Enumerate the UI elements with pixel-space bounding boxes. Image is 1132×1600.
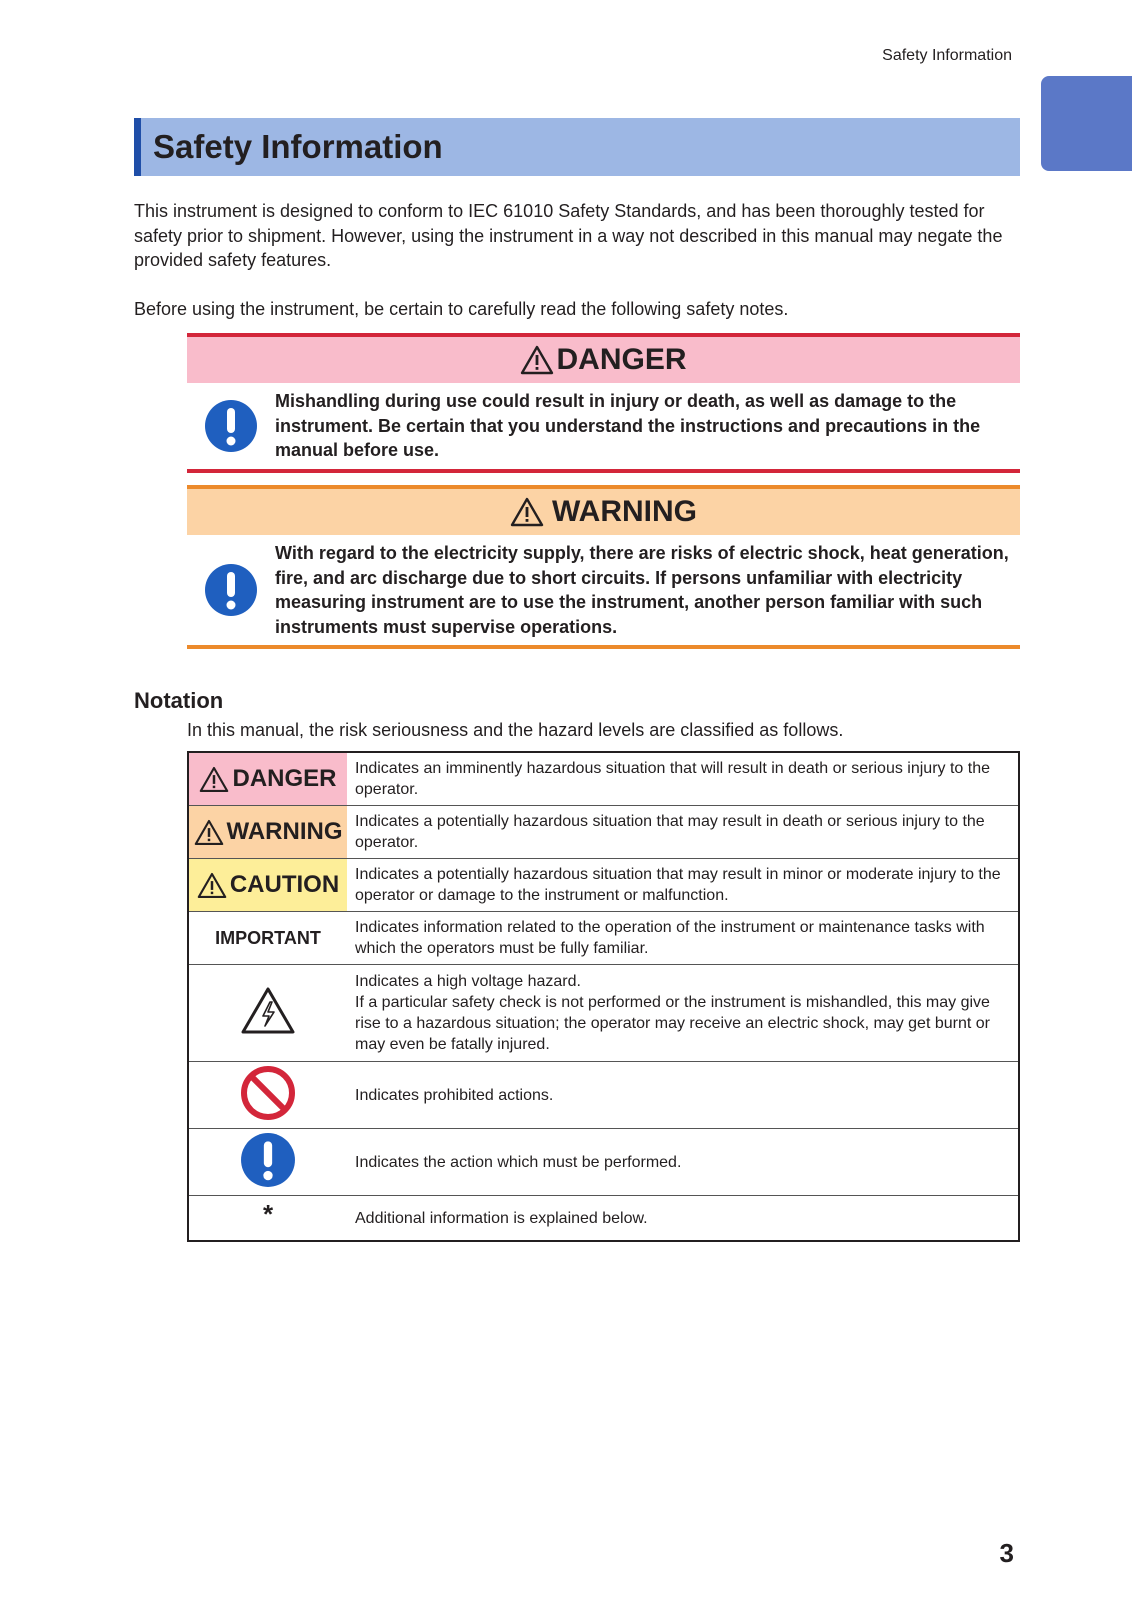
warning-triangle-icon [194, 819, 224, 846]
important-label: IMPORTANT [215, 927, 321, 948]
page-number: 3 [999, 1538, 1014, 1568]
warning-text: With regard to the electricity supply, there are risks of electric shock, heat generation, fire, and arc discharge due to short circuits. If persons unfamiliar with electricity measuring instrument are to use the instrument, another person familiar with such instruments must supervise operations. [275, 543, 1009, 637]
row-description: Indicates the action which must be performed. [347, 1129, 1019, 1196]
notation-intro: In this manual, the risk seriousness and the hazard levels are classified as follows. [187, 720, 844, 740]
caution-signal-word [189, 859, 347, 911]
mandatory-action-icon [204, 563, 258, 617]
mandatory-action-icon [240, 1132, 296, 1188]
intro-paragraph-1: This instrument is designed to conform to IEC 61010 Safety Standards, and has been thoroughly tested for safety prior to shipment. However, using the instrument in a way not described in this manual may negate the provided safety features. [134, 201, 1003, 270]
table-row [188, 1196, 1019, 1242]
danger-symbol-label: DANGER [232, 765, 337, 792]
table-row [188, 859, 1019, 912]
mandatory-action-icon [204, 399, 258, 453]
danger-text: Mishandling during use could result in injury or death, as well as damage to the instrument. Be certain that you understand the instructions and precautions in the manual before use. [275, 391, 981, 460]
section-tab [1041, 76, 1132, 171]
row-description: Indicates information related to the operation of the instrument or maintenance tasks with which the operators must be fully familiar. [347, 912, 1019, 965]
danger-notice [187, 333, 1020, 473]
row-description: Indicates an imminently hazardous situation that will result in death or serious injury to the operator. [347, 752, 1019, 806]
row-description: Indicates prohibited actions. [347, 1062, 1019, 1129]
table-row [188, 752, 1019, 806]
danger-signal-word [189, 753, 347, 805]
warning-triangle-icon [520, 345, 554, 375]
warning-signal-word [189, 806, 347, 858]
warning-symbol-label: WARNING [226, 818, 343, 845]
warning-notice [187, 485, 1020, 649]
notation-table [187, 751, 1020, 1242]
danger-header [187, 337, 1020, 383]
row-description: Indicates a potentially hazardous situation that may result in minor or moderate injury to the operator or damage to the instrument or malfunction. [347, 859, 1019, 912]
high-voltage-desc-line2: If a particular safety check is not performed or the instrument is mishandled, this may give rise to a hazardous situation; the operator may receive an electric shock, may get burnt or may even be fatally injured. [355, 994, 990, 1053]
table-row [188, 1129, 1019, 1196]
table-row [188, 912, 1019, 965]
intro-paragraph-2: Before using the instrument, be certain to carefully read the following safety notes. [134, 298, 789, 319]
warning-triangle-icon [197, 872, 227, 899]
warning-header [187, 489, 1020, 535]
prohibited-icon [240, 1065, 296, 1121]
notation-heading: Notation [134, 688, 224, 713]
table-row [188, 965, 1019, 1062]
warning-triangle-icon [199, 766, 229, 793]
row-description: Additional information is explained below. [347, 1196, 1019, 1242]
page-title: Safety Information [153, 128, 443, 165]
warning-triangle-icon [510, 497, 550, 527]
table-row [188, 806, 1019, 859]
danger-label: DANGER [556, 343, 687, 376]
title-bar [134, 118, 1020, 176]
row-description: Indicates a potentially hazardous situation that may result in death or serious injury to the operator. [347, 806, 1019, 859]
asterisk-symbol: * [262, 1199, 274, 1229]
intro [134, 199, 1020, 345]
high-voltage-icon [240, 986, 296, 1036]
running-header: Safety Information [882, 47, 1012, 64]
high-voltage-desc-line1: Indicates a high voltage hazard. [355, 973, 581, 990]
warning-label: WARNING [552, 495, 697, 528]
row-description [347, 965, 1019, 1062]
table-row [188, 1062, 1019, 1129]
caution-symbol-label: CAUTION [229, 871, 340, 898]
